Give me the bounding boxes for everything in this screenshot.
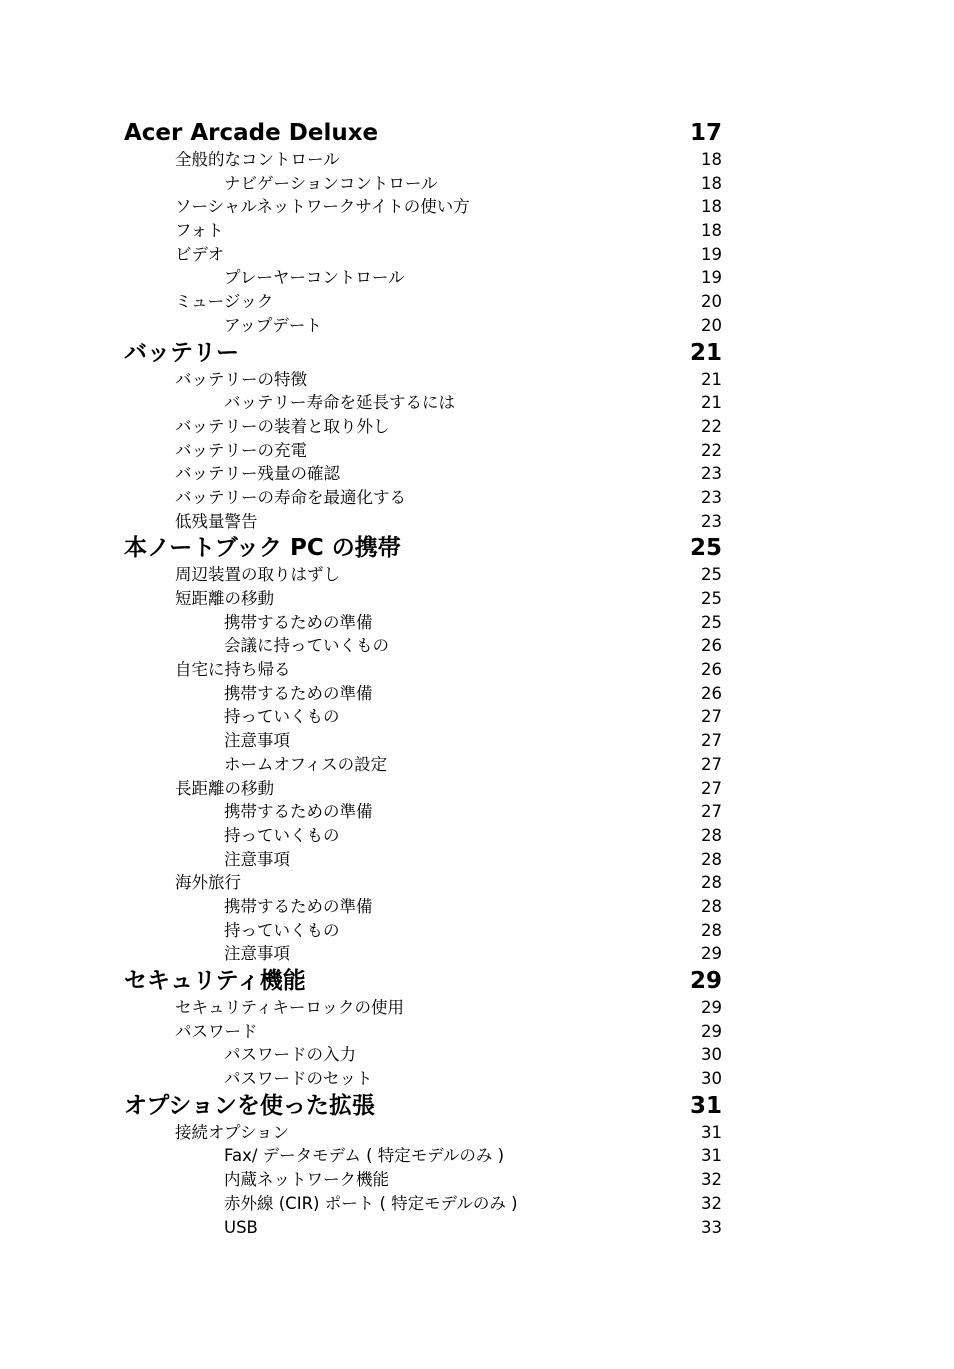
toc-chapter-page-number: 21 [689,339,722,366]
toc-subsection-title: Fax/ データモデム ( 特定モデルのみ ) [224,1146,505,1166]
toc-subsection-row [0,172,954,196]
toc-subsection-page-number: 33 [701,1217,722,1237]
toc-section-page-number: 22 [701,440,722,460]
toc-chapter-row [0,338,954,368]
toc-section-page-number: 23 [701,487,722,507]
toc-section-title: 長距離の移動 [175,778,274,798]
toc-subsection-page-number: 28 [701,825,722,845]
toc-subsection-page-number: 18 [701,173,722,193]
toc-subsection-title: 会議に持っていくもの [224,636,389,656]
toc-subsection-row [0,1067,954,1091]
toc-subsection-page-number: 27 [701,707,722,727]
toc-section-page-number: 31 [701,1122,722,1142]
toc-section-row [0,439,954,463]
toc-section-row [0,462,954,486]
toc-section-title: バッテリーの特徴 [175,369,307,389]
toc-subsection-title: 携帯するための準備 [224,683,373,703]
toc-section-page-number: 23 [701,511,722,531]
toc-subsection-row [0,266,954,290]
toc-chapter-row [0,1091,954,1121]
toc-subsection-page-number: 28 [701,920,722,940]
toc-subsection-row [0,753,954,777]
toc-section-title: バッテリー残量の確認 [175,464,340,484]
toc-subsection-page-number: 27 [701,731,722,751]
toc-subsection-title: 携帯するための準備 [224,612,373,632]
toc-subsection-row [0,848,954,872]
toc-subsection-title: 注意事項 [224,731,290,751]
toc-subsection-title: バッテリー寿命を延長するには [224,393,455,413]
toc-section-page-number: 21 [701,369,722,389]
toc-section-row [0,563,954,587]
toc-subsection-row [0,391,954,415]
toc-subsection-title: パスワードの入力 [224,1045,356,1065]
toc-section-row [0,415,954,439]
toc-section-page-number: 29 [701,1021,722,1041]
table-of-contents [0,118,954,1239]
toc-chapter-title: 本ノートブック PC の携帯 [124,535,401,562]
toc-subsection-row [0,919,954,943]
toc-subsection-page-number: 26 [701,636,722,656]
toc-section-title: バッテリーの寿命を最適化する [175,487,406,507]
toc-subsection-title: 赤外線 (CIR) ポート ( 特定モデルのみ ) [224,1193,518,1213]
toc-section-title: ビデオ [175,244,225,264]
toc-subsection-page-number: 26 [701,683,722,703]
toc-subsection-row [0,314,954,338]
toc-section-row [0,777,954,801]
toc-chapter-row [0,533,954,563]
toc-section-row [0,510,954,534]
toc-subsection-row [0,611,954,635]
toc-subsection-page-number: 31 [701,1146,722,1166]
toc-subsection-row [0,800,954,824]
toc-subsection-title: 携帯するための準備 [224,896,373,916]
toc-subsection-row [0,705,954,729]
toc-subsection-page-number: 32 [701,1170,722,1190]
toc-subsection-page-number: 20 [701,315,722,335]
toc-subsection-row [0,1192,954,1216]
toc-section-title: 海外旅行 [175,873,241,893]
toc-subsection-title: 内蔵ネットワーク機能 [224,1170,389,1190]
toc-chapter-row [0,966,954,996]
toc-section-row [0,195,954,219]
toc-subsection-page-number: 29 [701,944,722,964]
toc-subsection-title: 注意事項 [224,849,290,869]
toc-section-row [0,658,954,682]
toc-subsection-title: 持っていくもの [224,707,340,727]
toc-section-title: 自宅に持ち帰る [175,660,291,680]
toc-section-title: フォト [175,221,224,241]
toc-subsection-title: ナビゲーションコントロール [224,173,438,193]
toc-section-row [0,1020,954,1044]
toc-subsection-page-number: 27 [701,802,722,822]
toc-subsection-row [0,729,954,753]
toc-subsection-page-number: 28 [701,849,722,869]
toc-subsection-page-number: 30 [701,1045,722,1065]
toc-chapter-row [0,118,954,148]
toc-subsection-title: 注意事項 [224,944,290,964]
toc-subsection-row [0,1043,954,1067]
toc-subsection-page-number: 30 [701,1069,722,1089]
toc-section-title: 接続オプション [175,1122,290,1142]
toc-chapter-page-number: 17 [689,120,722,146]
toc-subsection-title: 持っていくもの [224,920,340,940]
toc-section-row [0,148,954,172]
toc-section-page-number: 18 [701,150,722,169]
toc-section-page-number: 25 [701,565,722,585]
toc-subsection-row [0,895,954,919]
toc-section-title: バッテリーの装着と取り外し [175,416,390,436]
toc-section-row [0,1121,954,1145]
toc-section-page-number: 18 [701,221,722,241]
toc-subsection-title: 携帯するための準備 [224,802,373,822]
toc-chapter-page-number: 29 [689,968,722,994]
toc-section-title: ミュージック [175,292,274,312]
toc-section-page-number: 23 [701,464,722,484]
toc-chapter-page-number: 31 [689,1092,722,1119]
toc-chapter-title: オプションを使った拡張 [124,1092,375,1119]
toc-subsection-page-number: 32 [701,1193,722,1213]
toc-section-row [0,290,954,314]
toc-section-row [0,871,954,895]
toc-section-row [0,219,954,243]
toc-section-title: バッテリーの充電 [175,440,307,460]
toc-chapter-page-number: 25 [689,535,722,562]
toc-subsection-page-number: 21 [701,393,722,413]
toc-subsection-row [0,634,954,658]
toc-section-title: 周辺装置の取りはずし [175,565,340,585]
toc-section-row [0,486,954,510]
toc-section-page-number: 25 [701,589,722,608]
toc-subsection-row [0,942,954,966]
toc-section-page-number: 29 [701,998,722,1017]
toc-section-title: パスワード [175,1021,258,1041]
toc-subsection-row [0,1144,954,1168]
toc-subsection-page-number: 28 [701,896,722,916]
toc-subsection-page-number: 27 [701,754,722,774]
toc-section-page-number: 20 [701,292,722,312]
toc-section-page-number: 18 [701,197,722,217]
toc-subsection-row [0,824,954,848]
toc-section-page-number: 19 [701,244,722,264]
toc-subsection-title: USB [224,1217,258,1237]
toc-section-title: 全般的なコントロール [175,150,340,169]
toc-section-page-number: 26 [701,660,722,680]
toc-section-page-number: 28 [701,873,722,893]
toc-subsection-page-number: 19 [701,268,722,288]
toc-section-title: 短距離の移動 [175,589,274,608]
toc-chapter-title: Acer Arcade Deluxe [124,120,379,146]
toc-subsection-title: プレーヤーコントロール [224,268,405,288]
toc-subsection-title: アップデート [224,315,322,335]
toc-subsection-row [0,1216,954,1240]
toc-section-page-number: 22 [701,416,722,436]
toc-section-title: セキュリティキーロックの使用 [175,998,405,1017]
toc-section-row [0,587,954,611]
toc-section-row [0,996,954,1020]
toc-subsection-row [0,682,954,706]
toc-chapter-title: セキュリティ機能 [124,968,306,994]
toc-section-row [0,368,954,392]
toc-section-title: ソーシャルネットワークサイトの使い方 [175,197,470,217]
toc-section-page-number: 27 [701,778,722,798]
toc-subsection-page-number: 25 [701,612,722,632]
toc-section-title: 低残量警告 [175,511,258,531]
toc-chapter-title: バッテリー [124,339,239,366]
toc-section-row [0,243,954,267]
toc-subsection-title: ホームオフィスの設定 [224,754,388,774]
toc-subsection-row [0,1168,954,1192]
toc-subsection-title: パスワードのセット [224,1069,373,1089]
toc-subsection-title: 持っていくもの [224,825,340,845]
